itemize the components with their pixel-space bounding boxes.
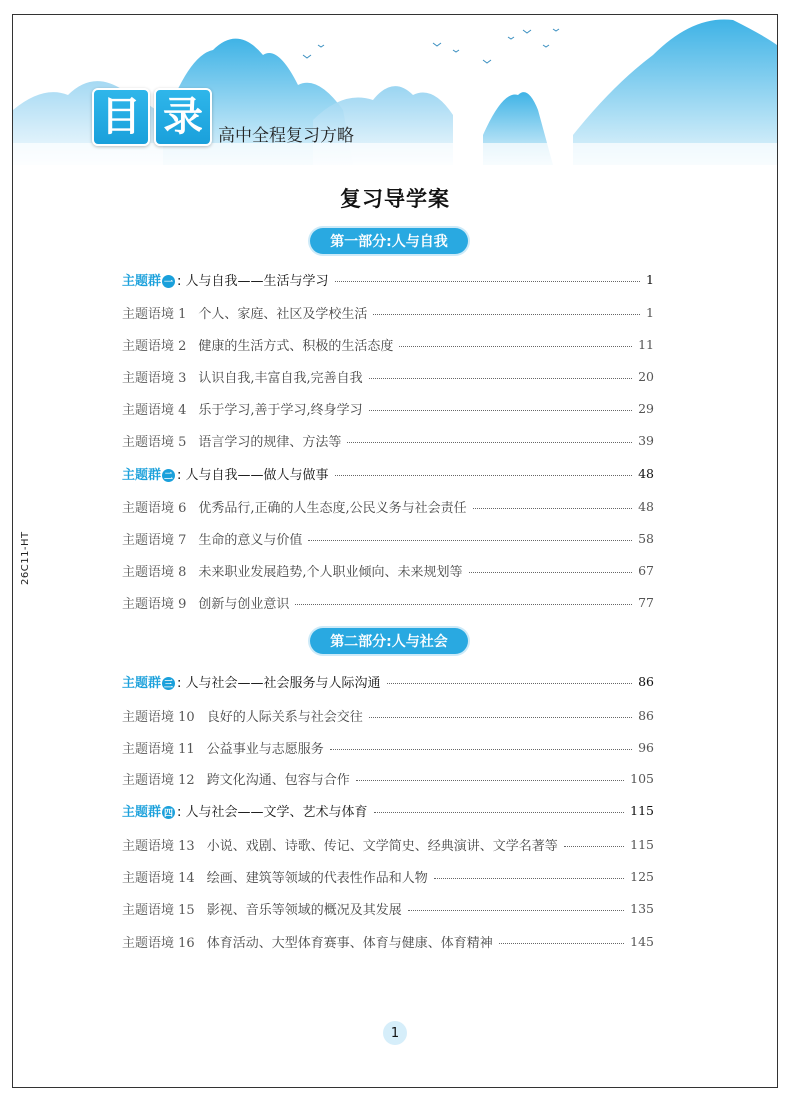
row-label: [122, 529, 186, 548]
dot-leader: [434, 878, 624, 879]
toc-row[interactable]: [122, 898, 654, 918]
row-title: 创新与创业意识: [198, 596, 290, 612]
row-page: 86: [638, 673, 654, 689]
logo-char-1: 目: [92, 88, 150, 146]
row-page: 96: [638, 739, 654, 755]
row-page: 115: [630, 836, 654, 852]
row-label: [122, 561, 186, 580]
row-title: : 人与自我——生活与学习: [177, 273, 329, 289]
dot-leader: [335, 475, 633, 476]
dot-leader: [564, 846, 624, 847]
toc-group-row[interactable]: [122, 269, 654, 289]
toc-row[interactable]: [122, 737, 654, 757]
toc-row[interactable]: [122, 496, 654, 516]
row-page: 86: [638, 707, 654, 723]
row-title: 跨文化沟通、包容与合作: [206, 772, 350, 788]
group-number-badge: 四: [162, 806, 175, 819]
row-title: : 人与社会——社会服务与人际沟通: [177, 675, 381, 691]
row-label-text: 主题语境 1: [122, 306, 187, 322]
row-title: 语言学习的规律、方法等: [198, 434, 342, 450]
row-title: 生命的意义与价值: [198, 532, 303, 548]
dot-leader: [373, 314, 640, 315]
row-label-text: 主题群: [122, 467, 162, 483]
row-label-text: 主题语境 4: [122, 402, 187, 418]
row-label: [122, 335, 186, 354]
dot-leader: [499, 943, 624, 944]
toc-logo: [92, 88, 212, 146]
dot-leader: [335, 281, 641, 282]
toc-row[interactable]: [122, 302, 654, 322]
row-label: [122, 769, 195, 788]
row-label: [122, 431, 186, 450]
dot-leader: [369, 378, 632, 379]
row-label-text: 主题语境 12: [122, 772, 195, 788]
dot-leader: [473, 508, 632, 509]
dot-leader: [399, 346, 632, 347]
dot-leader: [369, 717, 632, 718]
toc-row[interactable]: [122, 931, 654, 951]
row-label-text: 主题群: [122, 273, 162, 289]
row-label-text: 主题语境 9: [122, 596, 187, 612]
row-label: [122, 706, 195, 725]
row-title: : 人与自我——做人与做事: [177, 467, 329, 483]
dot-leader: [308, 540, 632, 541]
page-title: 复习导学案: [340, 187, 450, 211]
row-label-text: 主题语境 11: [122, 741, 195, 757]
toc-row[interactable]: [122, 398, 654, 418]
toc-row[interactable]: [122, 705, 654, 725]
row-page: 115: [630, 802, 654, 818]
row-title: 体育活动、大型体育赛事、体育与健康、体育精神: [206, 935, 493, 951]
row-label-text: 主题语境 15: [122, 902, 195, 918]
toc-row[interactable]: [122, 528, 654, 548]
toc-row[interactable]: [122, 560, 654, 580]
row-label-text: 主题语境 13: [122, 838, 195, 854]
row-page: 135: [630, 900, 654, 916]
side-code: 26C11-HT: [20, 531, 31, 585]
row-label: [122, 399, 186, 418]
group-number-badge: 一: [162, 275, 175, 288]
logo-subtitle: 高中全程复习方略: [218, 126, 354, 146]
row-page: 48: [638, 465, 654, 481]
row-page: 1: [646, 271, 654, 287]
row-label: [122, 303, 186, 322]
row-label: [122, 672, 175, 691]
dot-leader: [347, 442, 632, 443]
dot-leader: [330, 749, 632, 750]
row-label: [122, 899, 195, 918]
row-label-text: 主题群: [122, 675, 162, 691]
row-label: [122, 738, 195, 757]
row-page: 145: [630, 933, 654, 949]
row-page: 105: [630, 770, 654, 786]
row-title: 影视、音乐等领域的概况及其发展: [206, 902, 402, 918]
row-label-text: 主题语境 2: [122, 338, 187, 354]
row-title: 公益事业与志愿服务: [206, 741, 324, 757]
row-page: 1: [646, 304, 654, 320]
toc-row[interactable]: [122, 430, 654, 450]
toc-row[interactable]: [122, 768, 654, 788]
row-title: 个人、家庭、社区及学校生活: [198, 306, 368, 322]
row-page: 48: [638, 498, 654, 514]
page-frame: [12, 14, 778, 1088]
page-number: 1: [383, 1021, 407, 1045]
row-label-text: 主题语境 14: [122, 870, 195, 886]
row-label-text: 主题语境 5: [122, 434, 187, 450]
row-label: [122, 593, 186, 612]
row-label-text: 主题语境 10: [122, 709, 195, 725]
row-label-text: 主题群: [122, 804, 162, 820]
toc-row[interactable]: [122, 866, 654, 886]
toc-group-row[interactable]: [122, 671, 654, 691]
row-label-text: 主题语境 3: [122, 370, 187, 386]
dot-leader: [295, 604, 632, 605]
logo-char-2: 录: [154, 88, 212, 146]
row-label: [122, 464, 175, 483]
row-page: 29: [638, 400, 654, 416]
row-label-text: 主题语境 16: [122, 935, 195, 951]
row-title: 未来职业发展趋势,个人职业倾向、未来规划等: [198, 564, 463, 580]
row-page: 67: [638, 562, 654, 578]
row-label: [122, 932, 195, 951]
part-2-banner: 第二部分:人与社会: [310, 628, 468, 654]
dot-leader: [408, 910, 624, 911]
row-title: : 人与社会——文学、艺术与体育: [177, 804, 368, 820]
toc-row[interactable]: [122, 366, 654, 386]
row-label: [122, 867, 195, 886]
row-label-text: 主题语境 8: [122, 564, 187, 580]
row-label: [122, 270, 175, 289]
group-number-badge: 二: [162, 469, 175, 482]
toc-group-row[interactable]: [122, 800, 654, 820]
row-title: 优秀品行,正确的人生态度,公民义务与社会责任: [198, 500, 467, 516]
row-label-text: 主题语境 7: [122, 532, 187, 548]
toc-row[interactable]: [122, 334, 654, 354]
row-page: 39: [638, 432, 654, 448]
row-page: 58: [638, 530, 654, 546]
toc-row[interactable]: [122, 592, 654, 612]
part-1-banner: 第一部分:人与自我: [310, 228, 468, 254]
row-page: 20: [638, 368, 654, 384]
dot-leader: [469, 572, 633, 573]
group-number-badge: 三: [162, 677, 175, 690]
row-title: 小说、戏剧、诗歌、传记、文学简史、经典演讲、文学名著等: [206, 838, 558, 854]
row-title: 良好的人际关系与社会交往: [206, 709, 363, 725]
toc-row[interactable]: [122, 834, 654, 854]
row-title: 健康的生活方式、积极的生活态度: [198, 338, 394, 354]
row-title: 认识自我,丰富自我,完善自我: [198, 370, 363, 386]
dot-leader: [387, 683, 633, 684]
row-label: [122, 801, 175, 820]
row-page: 125: [630, 868, 654, 884]
row-label: [122, 835, 195, 854]
row-page: 77: [638, 594, 654, 610]
dot-leader: [374, 812, 625, 813]
toc-group-row[interactable]: [122, 463, 654, 483]
dot-leader: [356, 780, 624, 781]
row-title: 乐于学习,善于学习,终身学习: [198, 402, 363, 418]
row-label-text: 主题语境 6: [122, 500, 187, 516]
row-label: [122, 367, 186, 386]
row-title: 绘画、建筑等领域的代表性作品和人物: [206, 870, 428, 886]
dot-leader: [369, 410, 632, 411]
row-label: [122, 497, 186, 516]
row-page: 11: [638, 336, 654, 352]
